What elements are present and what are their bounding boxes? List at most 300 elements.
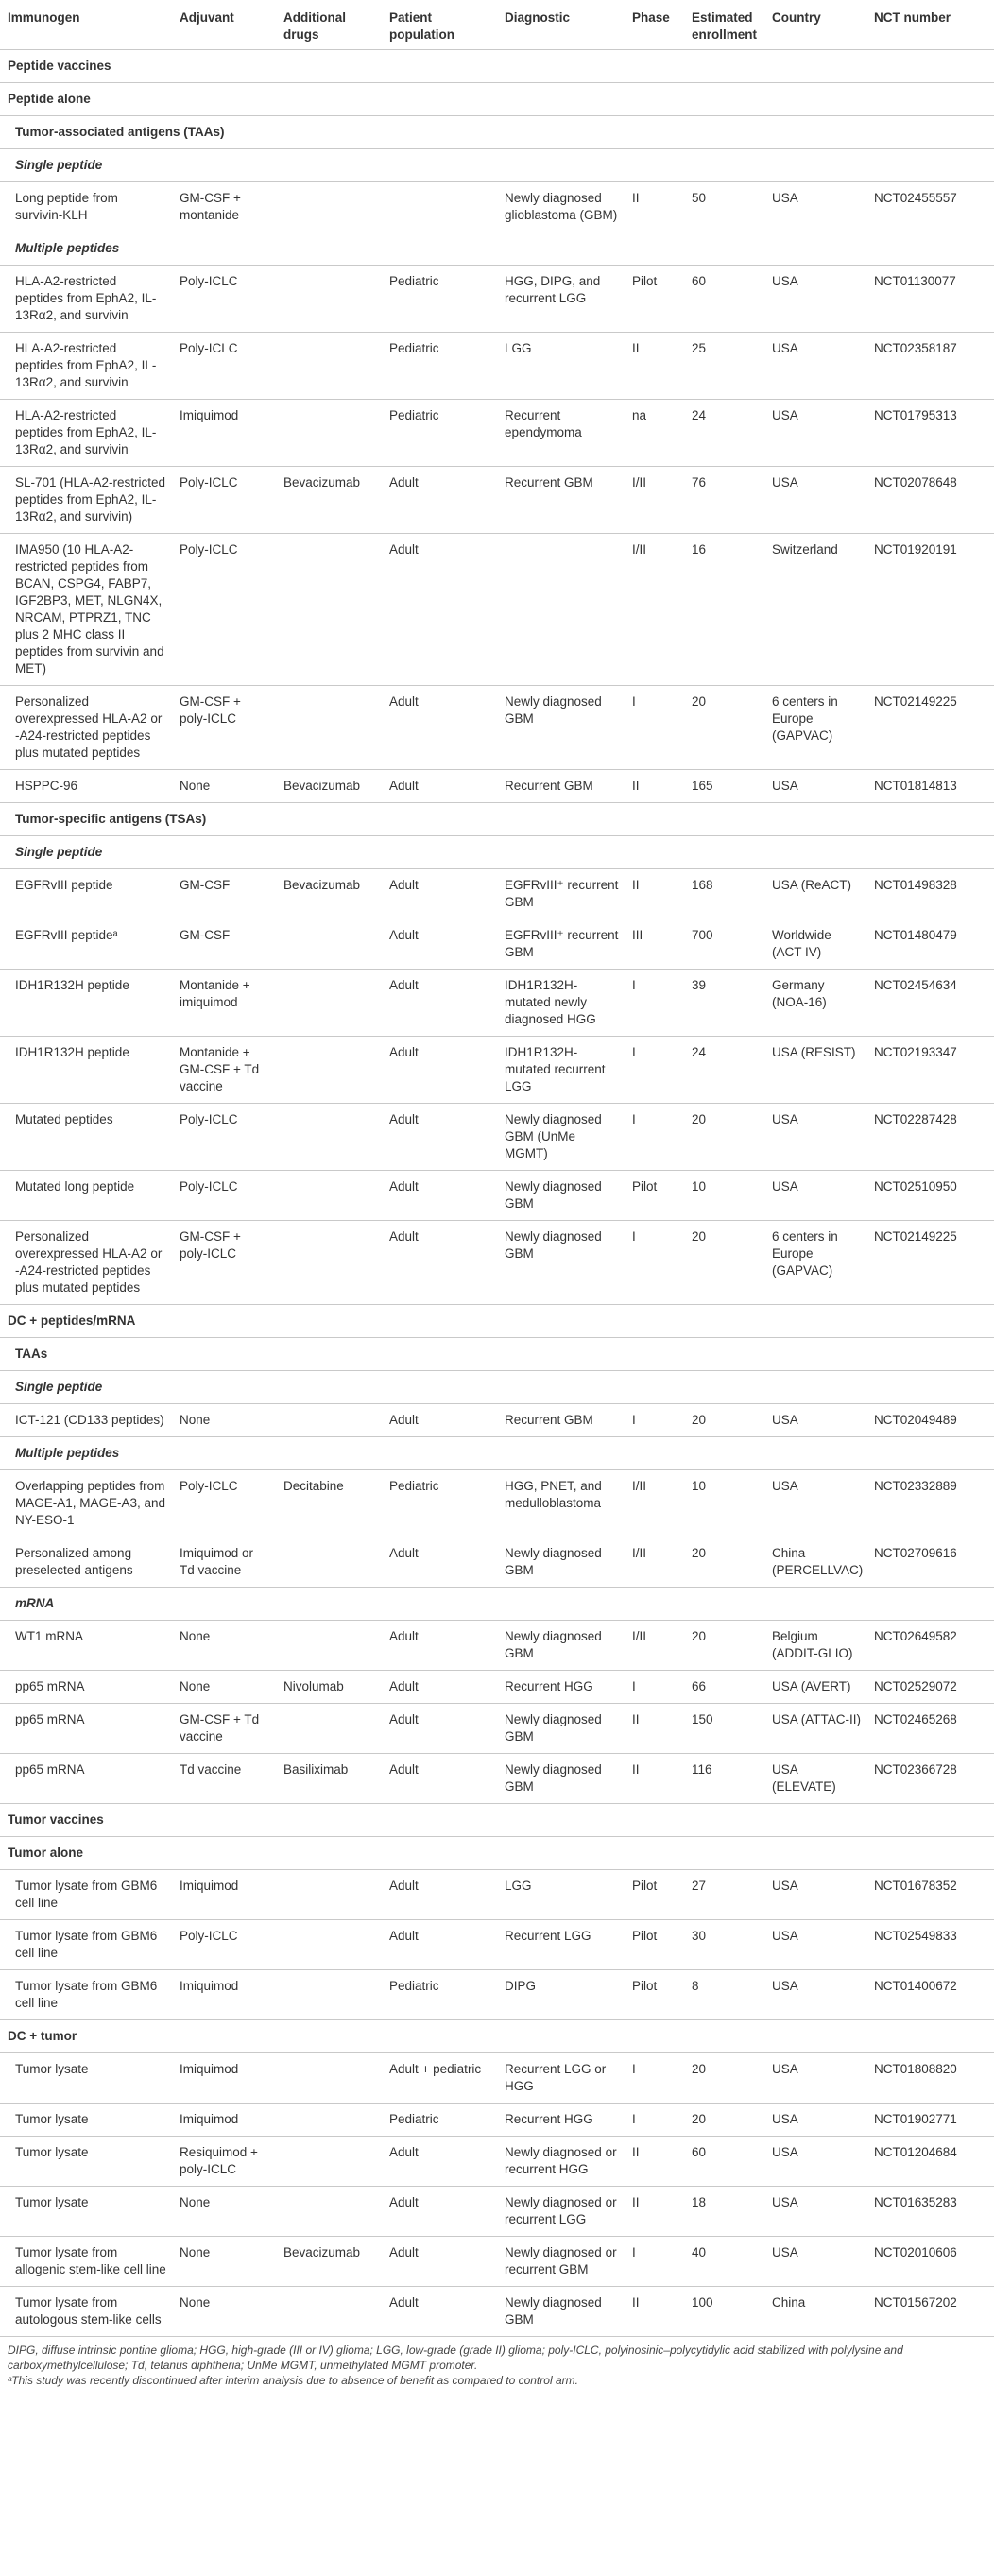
cell-nct-number: NCT02366728: [866, 1754, 994, 1804]
cell-patient-population: Adult: [382, 1704, 497, 1754]
cell-nct-number: NCT02078648: [866, 467, 994, 534]
cell-immunogen: Tumor lysate from GBM6 cell line: [0, 1970, 172, 2020]
cell-patient-population: Pediatric: [382, 2104, 497, 2137]
cell-nct-number: NCT01814813: [866, 770, 994, 803]
cell-additional-drugs: [276, 1404, 382, 1437]
cell-nct-number: NCT02455557: [866, 182, 994, 232]
cell-phase: Pilot: [625, 1171, 684, 1221]
header-country: Country: [764, 0, 866, 50]
cell-patient-population: Adult: [382, 1404, 497, 1437]
cell-nct-number: NCT01902771: [866, 2104, 994, 2137]
cell-nct-number: NCT01808820: [866, 2053, 994, 2104]
cell-adjuvant: Poly-ICLC: [172, 333, 276, 400]
table-row: [0, 2187, 994, 2237]
cell-estimated-enrollment: 10: [684, 1470, 764, 1537]
cell-estimated-enrollment: 20: [684, 1404, 764, 1437]
header-adjuvant: Adjuvant: [172, 0, 276, 50]
cell-estimated-enrollment: 8: [684, 1970, 764, 2020]
cell-patient-population: Adult: [382, 2237, 497, 2287]
header-row: [0, 0, 994, 50]
cell-diagnostic: Newly diagnosed glioblastoma (GBM): [497, 182, 625, 232]
cell-additional-drugs: [276, 2287, 382, 2337]
cell-patient-population: Adult: [382, 2137, 497, 2187]
cell-country: USA: [764, 1171, 866, 1221]
cell-estimated-enrollment: 150: [684, 1704, 764, 1754]
table-row: [0, 919, 994, 970]
table-row: [0, 534, 994, 686]
table-row: [0, 2053, 994, 2104]
cell-diagnostic: Newly diagnosed GBM: [497, 1537, 625, 1588]
cell-adjuvant: Montanide + imiquimod: [172, 970, 276, 1037]
section-heading: Multiple peptides: [0, 232, 994, 266]
cell-additional-drugs: Bevacizumab: [276, 869, 382, 919]
cell-phase: I: [625, 1671, 684, 1704]
cell-phase: Pilot: [625, 1920, 684, 1970]
cell-patient-population: Adult: [382, 970, 497, 1037]
cell-patient-population: Pediatric: [382, 266, 497, 333]
cell-adjuvant: None: [172, 2237, 276, 2287]
cell-diagnostic: [497, 534, 625, 686]
section-heading: Peptide vaccines: [0, 50, 994, 83]
cell-nct-number: NCT01678352: [866, 1870, 994, 1920]
cell-additional-drugs: [276, 1037, 382, 1104]
cell-patient-population: Adult: [382, 1870, 497, 1920]
cell-country: USA: [764, 467, 866, 534]
cell-diagnostic: LGG: [497, 1870, 625, 1920]
cell-adjuvant: Td vaccine: [172, 1754, 276, 1804]
cell-estimated-enrollment: 20: [684, 1621, 764, 1671]
table-row: [0, 1970, 994, 2020]
cell-adjuvant: None: [172, 1671, 276, 1704]
cell-diagnostic: IDH1R132H-mutated newly diagnosed HGG: [497, 970, 625, 1037]
table-row: [0, 467, 994, 534]
cell-diagnostic: EGFRvIII⁺ recurrent GBM: [497, 919, 625, 970]
header-phase: Phase: [625, 0, 684, 50]
cell-adjuvant: Imiquimod: [172, 1870, 276, 1920]
section-heading: Single peptide: [0, 1371, 994, 1404]
cell-diagnostic: Newly diagnosed GBM: [497, 2287, 625, 2337]
section-row: [0, 836, 994, 869]
cell-nct-number: NCT01567202: [866, 2287, 994, 2337]
section-row: [0, 1837, 994, 1870]
header-immunogen: Immunogen: [0, 0, 172, 50]
cell-immunogen: Tumor lysate from autologous stem-like cells: [0, 2287, 172, 2337]
cell-adjuvant: GM-CSF + montanide: [172, 182, 276, 232]
cell-additional-drugs: [276, 2137, 382, 2187]
cell-additional-drugs: [276, 2053, 382, 2104]
cell-estimated-enrollment: 24: [684, 400, 764, 467]
cell-nct-number: NCT02332889: [866, 1470, 994, 1537]
cell-estimated-enrollment: 60: [684, 266, 764, 333]
cell-estimated-enrollment: 18: [684, 2187, 764, 2237]
cell-immunogen: Tumor lysate: [0, 2053, 172, 2104]
cell-estimated-enrollment: 20: [684, 686, 764, 770]
cell-adjuvant: None: [172, 770, 276, 803]
table-row: [0, 182, 994, 232]
cell-country: USA: [764, 1870, 866, 1920]
cell-immunogen: Personalized overexpressed HLA-A2 or -A24-restricted peptides plus mutated peptides: [0, 686, 172, 770]
cell-immunogen: pp65 mRNA: [0, 1704, 172, 1754]
cell-estimated-enrollment: 76: [684, 467, 764, 534]
cell-nct-number: NCT01204684: [866, 2137, 994, 2187]
cell-patient-population: [382, 182, 497, 232]
cell-diagnostic: DIPG: [497, 1970, 625, 2020]
cell-phase: I/II: [625, 467, 684, 534]
cell-diagnostic: Newly diagnosed or recurrent GBM: [497, 2237, 625, 2287]
cell-additional-drugs: [276, 1870, 382, 1920]
cell-diagnostic: Newly diagnosed GBM: [497, 1754, 625, 1804]
cell-estimated-enrollment: 27: [684, 1870, 764, 1920]
cell-phase: I: [625, 970, 684, 1037]
cell-nct-number: NCT02193347: [866, 1037, 994, 1104]
cell-phase: na: [625, 400, 684, 467]
cell-estimated-enrollment: 50: [684, 182, 764, 232]
section-row: [0, 2020, 994, 2053]
cell-country: USA (ATTAC-II): [764, 1704, 866, 1754]
table-row: [0, 400, 994, 467]
section-row: [0, 116, 994, 149]
header-diagnostic: Diagnostic: [497, 0, 625, 50]
cell-adjuvant: GM-CSF: [172, 919, 276, 970]
cell-patient-population: Adult: [382, 2287, 497, 2337]
cell-country: USA: [764, 2104, 866, 2137]
cell-additional-drugs: [276, 1621, 382, 1671]
section-row: [0, 50, 994, 83]
section-heading: Single peptide: [0, 836, 994, 869]
cell-country: USA (RESIST): [764, 1037, 866, 1104]
section-row: [0, 1804, 994, 1837]
cell-additional-drugs: [276, 400, 382, 467]
cell-estimated-enrollment: 700: [684, 919, 764, 970]
cell-country: USA: [764, 2237, 866, 2287]
cell-phase: I/II: [625, 1621, 684, 1671]
cell-country: 6 centers in Europe (GAPVAC): [764, 1221, 866, 1305]
table-row: [0, 1621, 994, 1671]
cell-estimated-enrollment: 116: [684, 1754, 764, 1804]
header-patient-population: Patient population: [382, 0, 497, 50]
cell-nct-number: NCT01130077: [866, 266, 994, 333]
cell-immunogen: IMA950 (10 HLA-A2-restricted peptides from BCAN, CSPG4, FABP7, IGF2BP3, MET, NLGN4X, NRCAM, PTPRZ1, TNC plus 2 MHC class II peptides from survivin and MET): [0, 534, 172, 686]
cell-adjuvant: Imiquimod: [172, 1970, 276, 2020]
table-row: [0, 1671, 994, 1704]
cell-country: USA: [764, 333, 866, 400]
footnote-a: ᵃThis study was recently discontinued after interim analysis due to absence of benefit as compared to control arm.: [8, 2374, 578, 2387]
cell-additional-drugs: [276, 1221, 382, 1305]
cell-nct-number: NCT02709616: [866, 1537, 994, 1588]
cell-country: Worldwide (ACT IV): [764, 919, 866, 970]
cell-phase: I/II: [625, 1537, 684, 1588]
cell-diagnostic: Newly diagnosed GBM: [497, 1621, 625, 1671]
cell-estimated-enrollment: 20: [684, 1104, 764, 1171]
cell-patient-population: Adult: [382, 1671, 497, 1704]
cell-adjuvant: Resiquimod + poly-ICLC: [172, 2137, 276, 2187]
section-heading: TAAs: [0, 1338, 994, 1371]
section-heading: Tumor-associated antigens (TAAs): [0, 116, 994, 149]
cell-adjuvant: None: [172, 1621, 276, 1671]
cell-phase: I/II: [625, 1470, 684, 1537]
cell-phase: II: [625, 770, 684, 803]
table-row: [0, 1754, 994, 1804]
table-row: [0, 333, 994, 400]
cell-adjuvant: None: [172, 2287, 276, 2337]
cell-country: USA: [764, 1920, 866, 1970]
cell-additional-drugs: [276, 1970, 382, 2020]
cell-diagnostic: Recurrent GBM: [497, 1404, 625, 1437]
cell-immunogen: Personalized among preselected antigens: [0, 1537, 172, 1588]
cell-patient-population: Adult: [382, 1171, 497, 1221]
cell-estimated-enrollment: 30: [684, 1920, 764, 1970]
cell-phase: I: [625, 1037, 684, 1104]
cell-nct-number: NCT01920191: [866, 534, 994, 686]
cell-estimated-enrollment: 66: [684, 1671, 764, 1704]
cell-nct-number: NCT01480479: [866, 919, 994, 970]
cell-patient-population: Adult: [382, 770, 497, 803]
cell-additional-drugs: Bevacizumab: [276, 2237, 382, 2287]
section-row: [0, 1371, 994, 1404]
cell-patient-population: Adult: [382, 686, 497, 770]
cell-estimated-enrollment: 25: [684, 333, 764, 400]
cell-diagnostic: Recurrent GBM: [497, 467, 625, 534]
cell-nct-number: NCT01400672: [866, 1970, 994, 2020]
cell-country: USA: [764, 1970, 866, 2020]
cell-nct-number: NCT02549833: [866, 1920, 994, 1970]
cell-estimated-enrollment: 20: [684, 1537, 764, 1588]
cell-nct-number: NCT02049489: [866, 1404, 994, 1437]
table-row: [0, 970, 994, 1037]
cell-patient-population: Pediatric: [382, 400, 497, 467]
cell-country: USA: [764, 266, 866, 333]
cell-immunogen: IDH1R132H peptide: [0, 970, 172, 1037]
cell-adjuvant: Poly-ICLC: [172, 1470, 276, 1537]
cell-diagnostic: Recurrent HGG: [497, 1671, 625, 1704]
cell-adjuvant: GM-CSF: [172, 869, 276, 919]
cell-adjuvant: Poly-ICLC: [172, 1104, 276, 1171]
cell-immunogen: Tumor lysate from GBM6 cell line: [0, 1870, 172, 1920]
cell-phase: II: [625, 1704, 684, 1754]
cell-immunogen: SL-701 (HLA-A2-restricted peptides from EphA2, IL-13Rα2, and survivin): [0, 467, 172, 534]
cell-additional-drugs: [276, 182, 382, 232]
cell-nct-number: NCT02149225: [866, 1221, 994, 1305]
table-row: [0, 1104, 994, 1171]
cell-adjuvant: None: [172, 2187, 276, 2237]
cell-adjuvant: Imiquimod or Td vaccine: [172, 1537, 276, 1588]
section-row: [0, 1305, 994, 1338]
cell-immunogen: pp65 mRNA: [0, 1754, 172, 1804]
cell-immunogen: HLA-A2-restricted peptides from EphA2, IL-13Rα2, and survivin: [0, 266, 172, 333]
cell-estimated-enrollment: 168: [684, 869, 764, 919]
table-row: [0, 770, 994, 803]
section-heading: Tumor-specific antigens (TSAs): [0, 803, 994, 836]
cell-patient-population: Adult: [382, 1037, 497, 1104]
header-estimated-enrollment: Estimated enrollment: [684, 0, 764, 50]
table-row: [0, 1870, 994, 1920]
cell-estimated-enrollment: 20: [684, 2104, 764, 2137]
cell-nct-number: NCT02510950: [866, 1171, 994, 1221]
cell-diagnostic: Recurrent LGG or HGG: [497, 2053, 625, 2104]
cell-nct-number: NCT02358187: [866, 333, 994, 400]
cell-immunogen: pp65 mRNA: [0, 1671, 172, 1704]
cell-phase: III: [625, 919, 684, 970]
cell-additional-drugs: [276, 1104, 382, 1171]
section-row: [0, 149, 994, 182]
cell-estimated-enrollment: 20: [684, 2053, 764, 2104]
table-row: [0, 686, 994, 770]
cell-adjuvant: None: [172, 1404, 276, 1437]
cell-adjuvant: Poly-ICLC: [172, 1171, 276, 1221]
cell-immunogen: IDH1R132H peptide: [0, 1037, 172, 1104]
section-heading: Tumor vaccines: [0, 1804, 994, 1837]
cell-additional-drugs: [276, 1920, 382, 1970]
cell-immunogen: Tumor lysate: [0, 2104, 172, 2137]
cell-patient-population: Pediatric: [382, 1470, 497, 1537]
cell-phase: Pilot: [625, 1970, 684, 2020]
cell-immunogen: HSPPC-96: [0, 770, 172, 803]
cell-phase: I: [625, 686, 684, 770]
cell-additional-drugs: [276, 1171, 382, 1221]
cell-phase: I/II: [625, 534, 684, 686]
cell-phase: Pilot: [625, 1870, 684, 1920]
cell-phase: I: [625, 2237, 684, 2287]
cell-country: Belgium (ADDIT-GLIO): [764, 1621, 866, 1671]
cell-country: USA: [764, 182, 866, 232]
cell-immunogen: HLA-A2-restricted peptides from EphA2, IL-13Rα2, and survivin: [0, 400, 172, 467]
table-row: [0, 1537, 994, 1588]
table-row: [0, 1221, 994, 1305]
section-heading: mRNA: [0, 1588, 994, 1621]
cell-estimated-enrollment: 20: [684, 1221, 764, 1305]
cell-patient-population: Adult: [382, 467, 497, 534]
cell-adjuvant: GM-CSF + poly-ICLC: [172, 686, 276, 770]
cell-adjuvant: Imiquimod: [172, 400, 276, 467]
cell-country: USA: [764, 400, 866, 467]
section-heading: Multiple peptides: [0, 1437, 994, 1470]
cell-adjuvant: Imiquimod: [172, 2104, 276, 2137]
cell-diagnostic: Newly diagnosed GBM (UnMe MGMT): [497, 1104, 625, 1171]
cell-adjuvant: GM-CSF + poly-ICLC: [172, 1221, 276, 1305]
cell-nct-number: NCT02465268: [866, 1704, 994, 1754]
cell-immunogen: EGFRvIII peptide: [0, 869, 172, 919]
cell-diagnostic: Recurrent ependymoma: [497, 400, 625, 467]
cell-additional-drugs: [276, 266, 382, 333]
cell-diagnostic: Recurrent LGG: [497, 1920, 625, 1970]
cell-additional-drugs: [276, 1704, 382, 1754]
cell-nct-number: NCT02649582: [866, 1621, 994, 1671]
cell-patient-population: Adult: [382, 919, 497, 970]
cell-country: China (PERCELLVAC): [764, 1537, 866, 1588]
cell-immunogen: Mutated peptides: [0, 1104, 172, 1171]
section-heading: Single peptide: [0, 149, 994, 182]
section-row: [0, 1338, 994, 1371]
cell-patient-population: Adult + pediatric: [382, 2053, 497, 2104]
cell-additional-drugs: [276, 333, 382, 400]
table-row: [0, 1470, 994, 1537]
cell-country: USA (ELEVATE): [764, 1754, 866, 1804]
section-row: [0, 803, 994, 836]
cell-nct-number: NCT02149225: [866, 686, 994, 770]
cell-immunogen: WT1 mRNA: [0, 1621, 172, 1671]
cell-estimated-enrollment: 16: [684, 534, 764, 686]
cell-diagnostic: LGG: [497, 333, 625, 400]
cell-phase: I: [625, 1104, 684, 1171]
cell-country: USA: [764, 2137, 866, 2187]
cell-patient-population: Adult: [382, 2187, 497, 2237]
cell-phase: II: [625, 869, 684, 919]
table-row: [0, 1704, 994, 1754]
table-footnote: [0, 2337, 994, 2388]
cell-immunogen: Tumor lysate from allogenic stem-like cell line: [0, 2237, 172, 2287]
cell-adjuvant: Poly-ICLC: [172, 534, 276, 686]
cell-diagnostic: HGG, DIPG, and recurrent LGG: [497, 266, 625, 333]
cell-additional-drugs: Basiliximab: [276, 1754, 382, 1804]
cell-patient-population: Adult: [382, 1621, 497, 1671]
cell-additional-drugs: [276, 2104, 382, 2137]
table-row: [0, 1404, 994, 1437]
cell-patient-population: Adult: [382, 1221, 497, 1305]
section-row: [0, 232, 994, 266]
cell-nct-number: NCT02454634: [866, 970, 994, 1037]
table-row: [0, 266, 994, 333]
cell-phase: Pilot: [625, 266, 684, 333]
cell-country: USA (AVERT): [764, 1671, 866, 1704]
cell-phase: II: [625, 333, 684, 400]
table-row: [0, 2104, 994, 2137]
cell-estimated-enrollment: 10: [684, 1171, 764, 1221]
cell-phase: I: [625, 1404, 684, 1437]
cell-additional-drugs: [276, 534, 382, 686]
cell-immunogen: Long peptide from survivin-KLH: [0, 182, 172, 232]
cell-immunogen: Overlapping peptides from MAGE-A1, MAGE-A3, and NY-ESO-1: [0, 1470, 172, 1537]
cell-estimated-enrollment: 24: [684, 1037, 764, 1104]
section-heading: DC + tumor: [0, 2020, 994, 2053]
cell-estimated-enrollment: 165: [684, 770, 764, 803]
cell-estimated-enrollment: 40: [684, 2237, 764, 2287]
cell-adjuvant: Poly-ICLC: [172, 1920, 276, 1970]
cell-estimated-enrollment: 39: [684, 970, 764, 1037]
cell-diagnostic: Newly diagnosed or recurrent HGG: [497, 2137, 625, 2187]
cell-nct-number: NCT02529072: [866, 1671, 994, 1704]
cell-country: USA: [764, 2053, 866, 2104]
cell-phase: II: [625, 182, 684, 232]
cell-phase: II: [625, 2287, 684, 2337]
cell-patient-population: Pediatric: [382, 333, 497, 400]
cell-diagnostic: Recurrent HGG: [497, 2104, 625, 2137]
cell-diagnostic: Recurrent GBM: [497, 770, 625, 803]
cell-additional-drugs: Bevacizumab: [276, 467, 382, 534]
table-body: [0, 50, 994, 2337]
header-additional-drugs: Additional drugs: [276, 0, 382, 50]
cell-additional-drugs: [276, 2187, 382, 2237]
cell-country: USA: [764, 1404, 866, 1437]
section-row: [0, 1437, 994, 1470]
cell-nct-number: NCT01635283: [866, 2187, 994, 2237]
cell-diagnostic: Newly diagnosed GBM: [497, 686, 625, 770]
cell-country: USA: [764, 1104, 866, 1171]
cell-immunogen: Tumor lysate from GBM6 cell line: [0, 1920, 172, 1970]
header-nct-number: NCT number: [866, 0, 994, 50]
cell-additional-drugs: [276, 1537, 382, 1588]
cell-diagnostic: Newly diagnosed GBM: [497, 1704, 625, 1754]
cell-additional-drugs: Bevacizumab: [276, 770, 382, 803]
cell-country: USA: [764, 2187, 866, 2237]
cell-additional-drugs: Nivolumab: [276, 1671, 382, 1704]
cell-adjuvant: Poly-ICLC: [172, 266, 276, 333]
section-row: [0, 1588, 994, 1621]
cell-additional-drugs: [276, 919, 382, 970]
cell-immunogen: EGFRvIII peptideᵃ: [0, 919, 172, 970]
cell-adjuvant: Montanide + GM-CSF + Td vaccine: [172, 1037, 276, 1104]
cell-country: USA (ReACT): [764, 869, 866, 919]
cell-phase: II: [625, 1754, 684, 1804]
